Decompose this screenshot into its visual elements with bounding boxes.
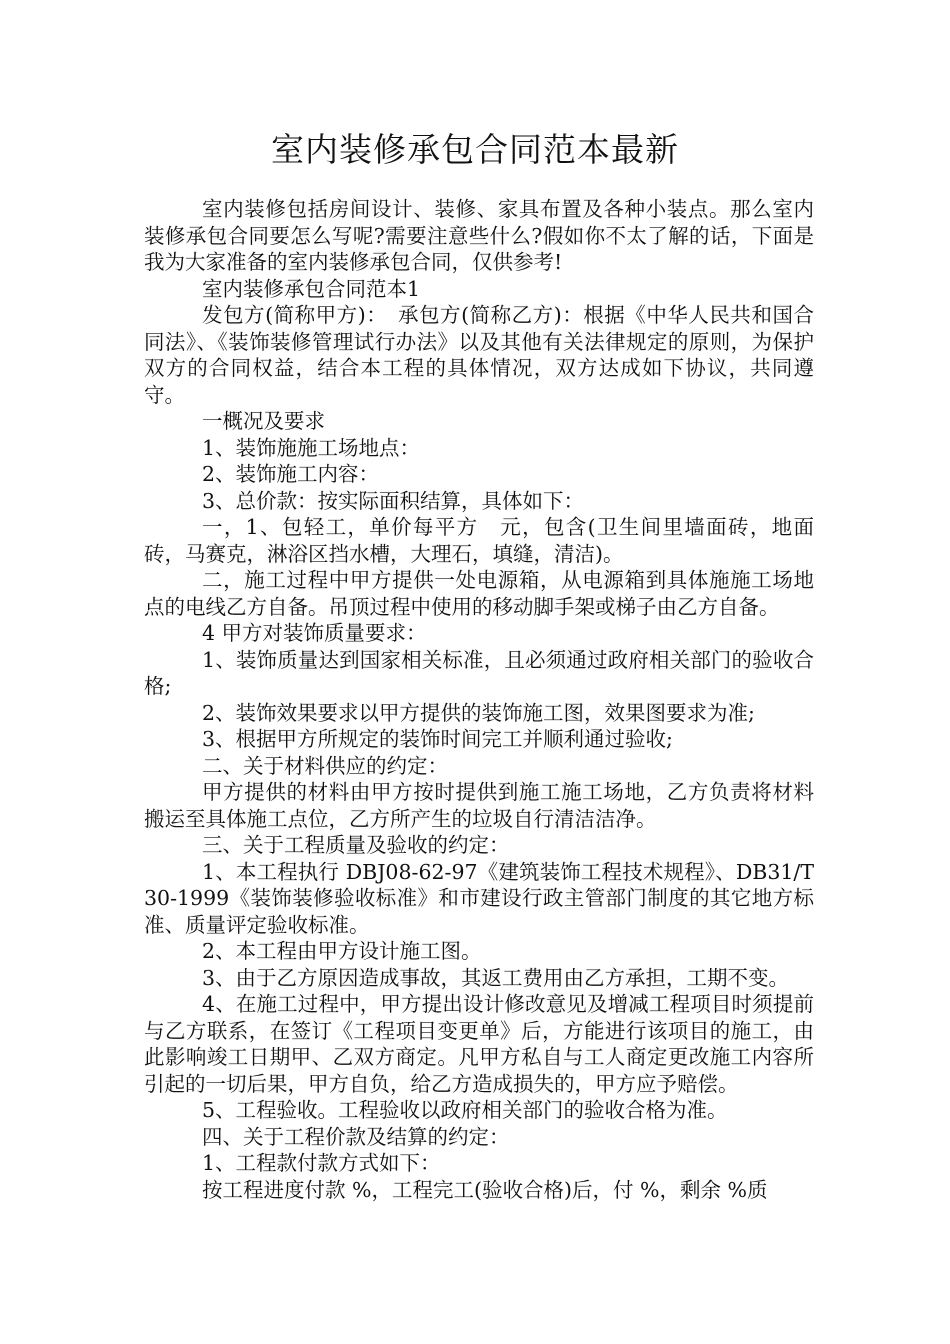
document-title: 室内装修承包合同范本最新	[271, 130, 679, 169]
paragraph-materials-supply: 甲方提供的材料由甲方按时提供到施工施工场地，乙方负责将材料搬运至具体施工点位，乙方所产生的垃圾自行清洁洁净。	[144, 780, 814, 831]
paragraph-acceptance-rework: 3、由于乙方原因造成事故，其返工费用由乙方承担，工期不变。	[202, 965, 790, 990]
paragraph-quality-requirements: 4 甲方对装饰质量要求：	[202, 621, 427, 645]
paragraph-quality-schedule: 3、根据甲方所规定的装饰时间完工并顺利通过验收;	[202, 727, 673, 751]
paragraph-acceptance-standards: 1、本工程执行 DBJ08-62-97《建筑装饰工程技术规程》、DB31/T30-1999《装饰装修验收标准》和市建设行政主管部门制度的其它地方标准、质量评定验收标准。	[144, 859, 814, 937]
paragraph-quality-standard: 1、装饰质量达到国家相关标准，且必须通过政府相关部门的验收合格;	[144, 647, 814, 698]
paragraph-acceptance-changes: 4、在施工过程中，甲方提出设计修改意见及增减工程项目时须提前与乙方联系，在签订《工程项目变更单》后，方能进行该项目的施工，由此影响竣工日期甲、乙双方商定。凡甲方私自与工人商定更改施工内容所引起的一切后果，甲方自负，给乙方造成损失的，甲方应予赔偿。	[144, 992, 814, 1096]
paragraph-heading-sample-1: 室内装修承包合同范本1	[202, 276, 421, 301]
paragraph-total-price: 3、总价款：按实际面积结算，具体如下：	[202, 488, 585, 513]
document-body	[144, 196, 814, 1203]
paragraph-acceptance-design: 2、本工程由甲方设计施工图。	[202, 939, 482, 963]
paragraph-power-supply: 二，施工过程中甲方提供一处电源箱，从电源箱到具体施施工场地点的电线乙方自备。吊顶过程中使用的移动脚手架或梯子由乙方自备。	[144, 568, 814, 619]
paragraph-work-content: 2、装饰施工内容：	[202, 462, 380, 486]
paragraph-section-materials: 二、关于材料供应的约定：	[202, 753, 448, 778]
paragraph-intro: 室内装修包括房间设计、装修、家具布置及各种小装点。那么室内装修承包合同要怎么写呢?需要注意些什么?假如你不太了解的话，下面是我为大家准备的室内装修承包合同，仅供参考!	[144, 197, 814, 274]
paragraph-acceptance-inspection: 5、工程验收。工程验收以政府相关部门的验收合格为准。	[202, 1098, 728, 1122]
paragraph-section-payment: 四、关于工程价款及结算的约定：	[202, 1124, 510, 1149]
paragraph-section-acceptance: 三、关于工程质量及验收的约定：	[202, 833, 510, 857]
paragraph-site-location: 1、装饰施施工场地点：	[202, 435, 421, 460]
paragraph-unit-price: 一，1、包轻工，单价每平方 元，包含(卫生间里墙面砖，地面砖，马赛克，淋浴区挡水槽，大理石，填缝，清洁)。	[144, 515, 814, 566]
paragraph-section-overview: 一概况及要求	[202, 409, 325, 433]
paragraph-payment-schedule: 按工程进度付款 %，工程完工(验收合格)后，付 %，剩余 %质	[202, 1177, 768, 1202]
paragraph-parties: 发包方(简称甲方)： 承包方(简称乙方)：根据《中华人民共和国合同法》、《装饰装修管理试行办法》以及其他有关法律规定的原则，为保护双方的合同权益，结合本工程的具体情况，双方达成如下协议，共同遵守。	[144, 303, 814, 407]
paragraph-payment-method: 1、工程款付款方式如下：	[202, 1151, 441, 1175]
paragraph-quality-effect: 2、装饰效果要求以甲方提供的装饰施工图，效果图要求为准;	[202, 700, 755, 725]
